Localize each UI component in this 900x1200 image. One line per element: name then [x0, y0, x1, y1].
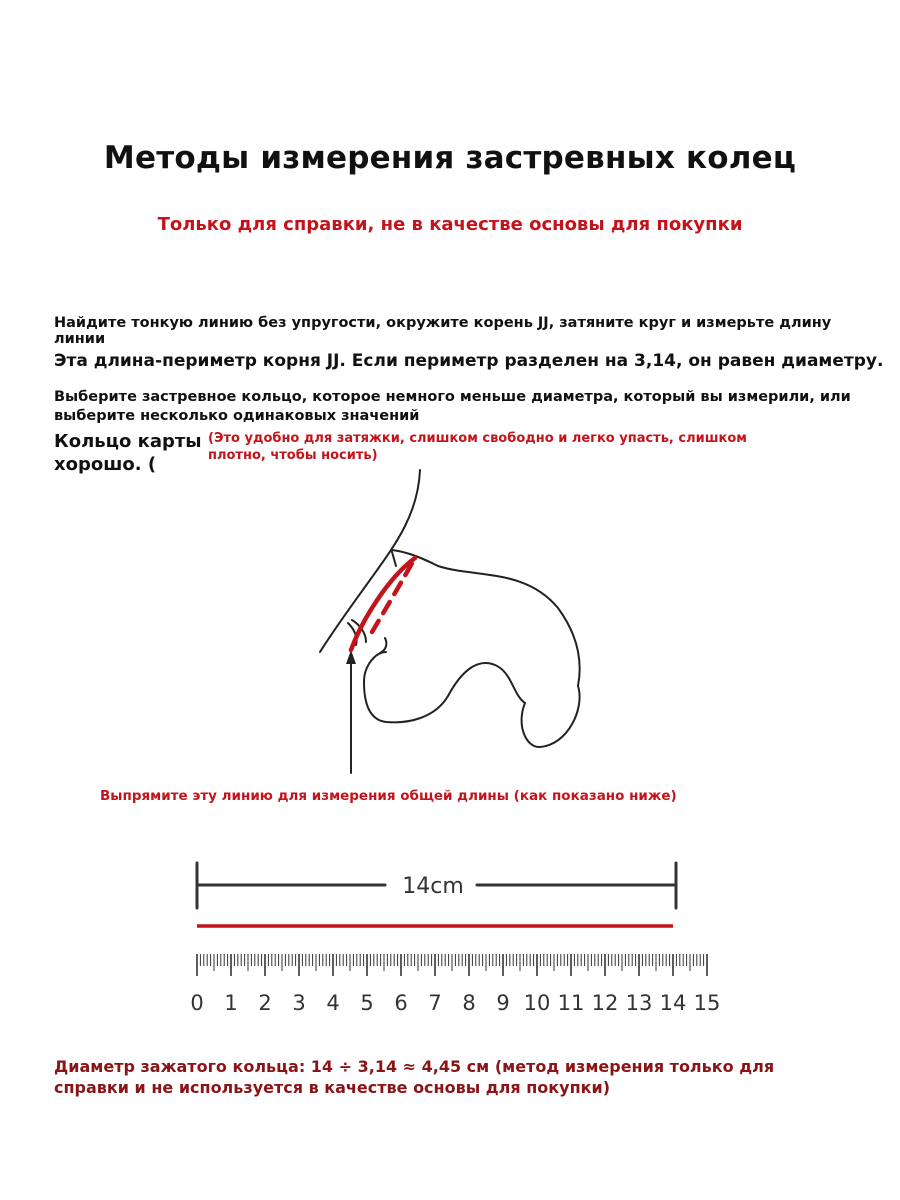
ruler-numbers — [190, 991, 720, 1015]
instruction-step-2: Эта длина-периметр корня JJ. Если периметр разделен на 3,14, он равен диаметру. — [54, 351, 884, 371]
instruction-step-3: Выберите застревное кольцо, которое немного меньше диаметра, который вы измерили, или выберите несколько одинаковых значений — [54, 389, 851, 424]
ruler-number: 4 — [326, 991, 340, 1015]
dimension-line — [190, 858, 690, 918]
ruler-number: 13 — [625, 991, 653, 1015]
ruler-number: 6 — [394, 991, 408, 1015]
measurement-illustration — [300, 460, 620, 790]
ruler-number: 5 — [360, 991, 374, 1015]
straightened-line — [190, 918, 690, 934]
diameter-conclusion: Диаметр зажатого кольца: 14 ÷ 3,14 ≈ 4,45 см (метод измерения только для справки и не используется в качестве основы для покупки) — [54, 1057, 775, 1097]
ruler-number: 7 — [428, 991, 442, 1015]
shaft-outline — [392, 550, 580, 686]
ruler-number: 11 — [557, 991, 585, 1015]
ruler-number: 3 — [292, 991, 306, 1015]
instruction-step-4-note: (Это удобно для затяжки, слишком свободно и легко упасть, слишком плотно, чтобы носить) — [208, 431, 747, 463]
dimension-label: 14cm — [402, 874, 464, 899]
ruler — [185, 948, 735, 1020]
ruler-number: 0 — [190, 991, 204, 1015]
straighten-caption: Выпрямите эту линию для измерения общей длины (как показано ниже) — [100, 788, 677, 804]
ruler-number: 8 — [462, 991, 476, 1015]
ruler-ticks — [197, 954, 707, 976]
ruler-number: 2 — [258, 991, 272, 1015]
instruction-step-1: Найдите тонкую линию без упругости, окружите корень JJ, затяните круг и измерьте длину линии — [54, 315, 832, 347]
ruler-number: 9 — [496, 991, 510, 1015]
ruler-number: 12 — [591, 991, 619, 1015]
instruction-step-4: Кольцо карты хорошо. ( — [54, 431, 202, 475]
disclaimer-subtitle: Только для справки, не в качестве основы для покупки — [157, 214, 743, 235]
body-outline — [320, 470, 420, 652]
ruler-number: 15 — [693, 991, 721, 1015]
ruler-number: 14 — [659, 991, 687, 1015]
page-title: Методы измерения застревных колец — [103, 140, 797, 176]
ruler-number: 10 — [523, 991, 551, 1015]
ruler-number: 1 — [224, 991, 238, 1015]
tip-outline — [364, 652, 580, 747]
